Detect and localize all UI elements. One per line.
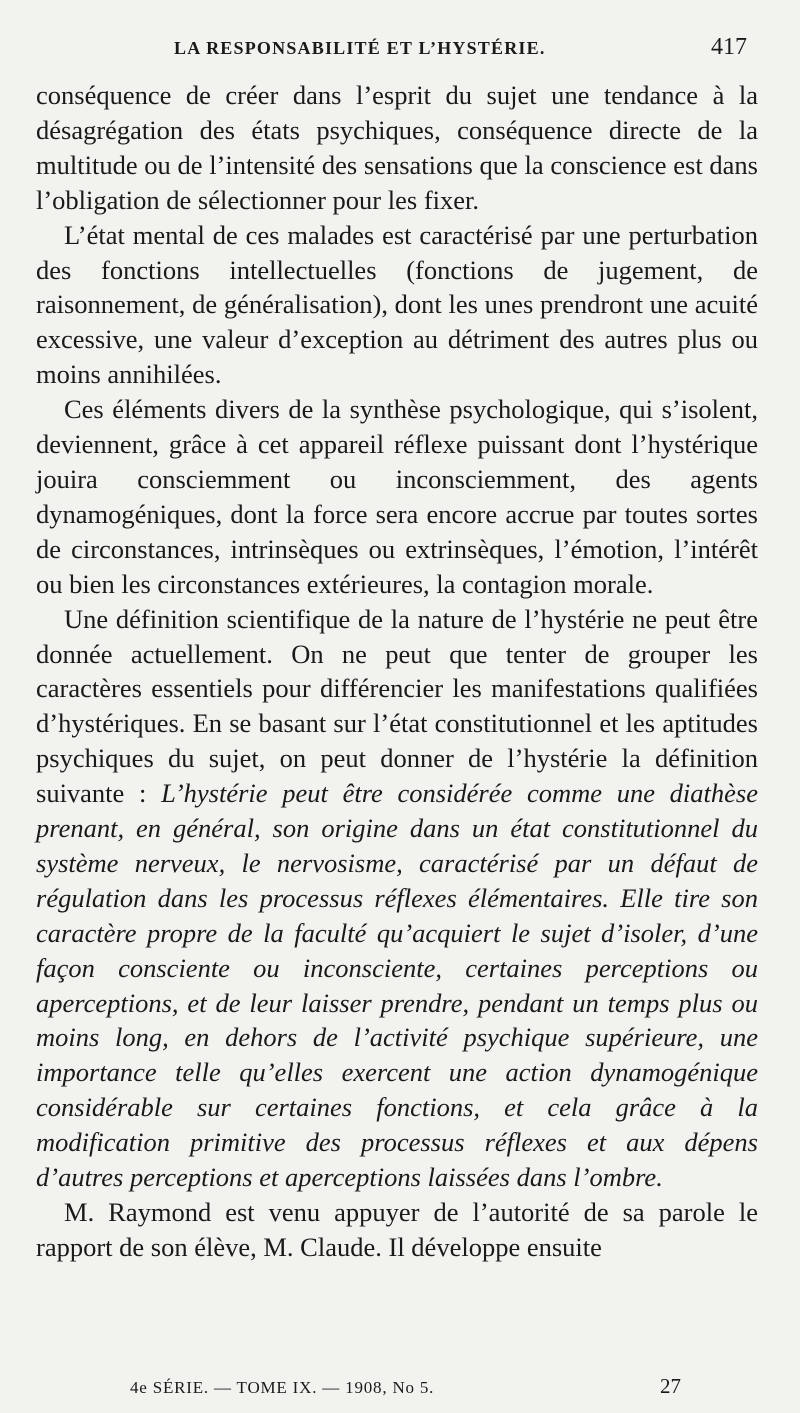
body-text bbox=[36, 78, 758, 1265]
signature-mark: 27 bbox=[660, 1374, 681, 1398]
definition-intro: Une définition scientifique de la nature de l’hystérie ne peut être donnée actuellement. On ne peut que tenter de grouper les caractères essentiels pour différencier les manifestations qualifiées d’hystériques. En se basant sur l’état constitutionnel et les aptitudes psychiques du sujet, on peut donner de l’hystérie la définition suivante : bbox=[36, 603, 758, 809]
page-number: 417 bbox=[711, 34, 747, 60]
paragraph-mental-state: L’état mental de ces malades est caractérisé par une perturbation des fonctions intellectuelles (fonctions de jugement, de raisonnement, de généralisation), dont les unes prendront une acuité excessive, une valeur d’exception au détriment des autres plus ou moins annihilées. bbox=[36, 219, 758, 390]
page-footer bbox=[0, 1374, 800, 1404]
paragraph-definition bbox=[36, 602, 758, 1195]
paragraph-synthesis: Ces éléments divers de la synthèse psychologique, qui s’isolent, deviennent, grâce à cet appareil réflexe puissant dont l’hystérique jouira consciemment ou inconsciemment, des agents dynamogéniques, dont la force sera encore accrue par toutes sortes de circonstances, intrinsèques ou extrinsèques, l’émotion, l’intérêt ou bien les circonstances extérieures, la contagion morale. bbox=[36, 394, 758, 599]
running-head bbox=[0, 36, 800, 66]
footer-series: 4e SÉRIE. — TOME IX. — 1908, No 5. bbox=[130, 1378, 435, 1397]
paragraph-continuation: conséquence de créer dans l’esprit du sujet une tendance à la désagrégation des états psychiques, conséquence directe de la multitude ou de l’intensité des sensations que la conscience est dans l’obligation de sélectionner pour les fixer. bbox=[36, 80, 758, 215]
definition-italic: L’hystérie peut être considérée comme une diathèse prenant, en général, son origine dans un état constitutionnel du système nerveux, le nervosisme, caractérisé par un défaut de régulation dans les processus réflexes élémentaires. Elle tire son caractère propre de la faculté qu’acquiert le sujet d’isoler, d’une façon consciente ou inconsciente, certaines perceptions ou aperceptions, et de leur laisser prendre, pendant un temps plus ou moins long, en dehors de l’activité psychique supérieure, une importance telle qu’elles exercent une action dynamogénique considérable sur certaines fonctions, et cela grâce à la modification primitive des processus réflexes et aux dépens d’autres perceptions et aperceptions laissées dans l’ombre. bbox=[36, 778, 758, 1193]
running-head-title: LA RESPONSABILITÉ ET L’HYSTÉRIE. bbox=[174, 38, 546, 58]
paragraph-raymond: M. Raymond est venu appuyer de l’autorité de sa parole le rapport de son élève, M. Claude. Il développe ensuite bbox=[36, 1197, 758, 1262]
